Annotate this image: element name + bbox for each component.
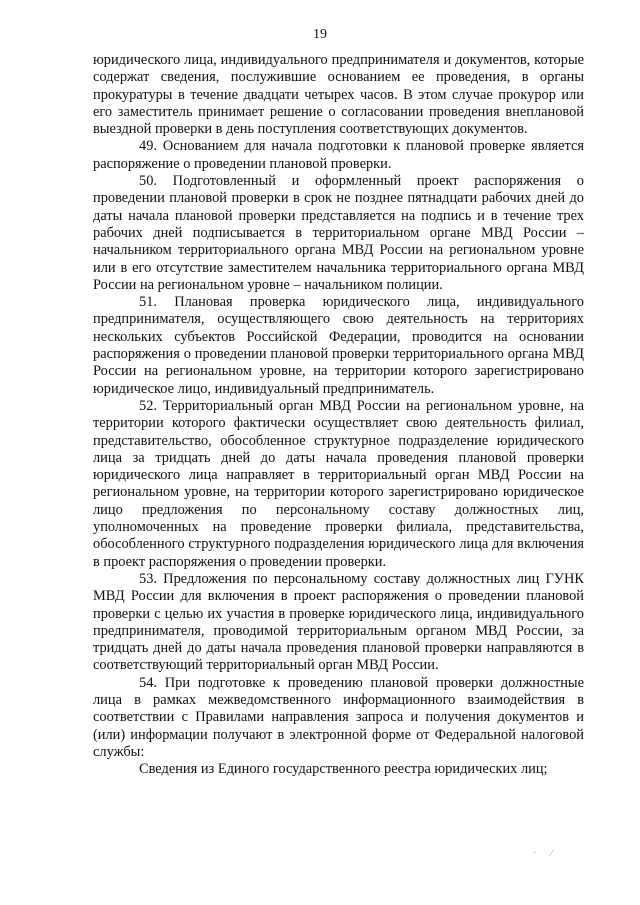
paragraph-continuation: юридического лица, индивидуального предпринимателя и документов, которые содержат сведения, послужившие основанием ее проведения, в органы прокуратуры в течение двадцати четырех часов. В этом случае прокурор или его заместитель принимает решение о согласовании проведения внеплановой выездной проверки в день поступления соответствующих документов.	[93, 52, 584, 138]
paragraph-52: 52. Территориальный орган МВД России на региональном уровне, на территории которого фактически осуществляет свою деятельность филиал, представительство, обособленное структурное подразделение юридического лица за тридцать дней до даты начала проведения плановой проверки юридического лица направляет в территориальный орган МВД России на региональном уровне, на территории которого зарегистрировано юридическое лицо предложения по персональному составу должностных лиц, уполномоченных на проведение проверки филиала, представительства, обособленного структурного подразделения юридического лица для включения в проект распоряжения о проведении проверки.	[93, 397, 584, 570]
paragraph-51: 51. Плановая проверка юридического лица, индивидуального предпринимателя, осуществляющего свою деятельность на территориях нескольких субъектов Российской Федерации, проводится на основании распоряжения о проведении плановой проверки территориального органа МВД России на региональном уровне, на территории которого зарегистрировано юридическое лицо, индивидуальный предприниматель.	[93, 294, 584, 397]
paragraph-54-list-item: Сведения из Единого государственного реестра юридических лиц;	[139, 761, 548, 778]
scan-artifact: · ⁄	[533, 848, 559, 859]
paragraph-50: 50. Подготовленный и оформленный проект распоряжения о проведении плановой проверки в срок не позднее пятнадцати рабочих дней до даты начала плановой проверки представляется на подпись и в течение трех рабочих дней подписывается в территориальном органе МВД России – начальником территориального органа МВД России на региональном уровне или в его отсутствие заместителем начальника территориального органа МВД России на региональном уровне – начальником полиции.	[93, 173, 584, 293]
page-number: 19	[313, 27, 327, 42]
paragraph-49: 49. Основанием для начала подготовки к плановой проверке является распоряжение о проведении плановой проверки.	[93, 138, 584, 172]
paragraph-53: 53. Предложения по персональному составу должностных лиц ГУНК МВД России для включения в проект распоряжения о проведении плановой проверки с целью их участия в проверке юридического лица, индивидуального предпринимателя, проводимой территориальным органом МВД России, за тридцать дней до даты начала проведения плановой проверки направляются в соответствующий территориальный орган МВД России.	[93, 570, 584, 674]
paragraph-54: 54. При подготовке к проведению плановой проверки должностные лица в рамках межведомственного информационного взаимодействия в соответствии с Правилами направления запроса и получения документов и (или) информации получают в электронной форме от Федеральной налоговой службы:	[93, 674, 584, 760]
document-body	[93, 52, 584, 778]
